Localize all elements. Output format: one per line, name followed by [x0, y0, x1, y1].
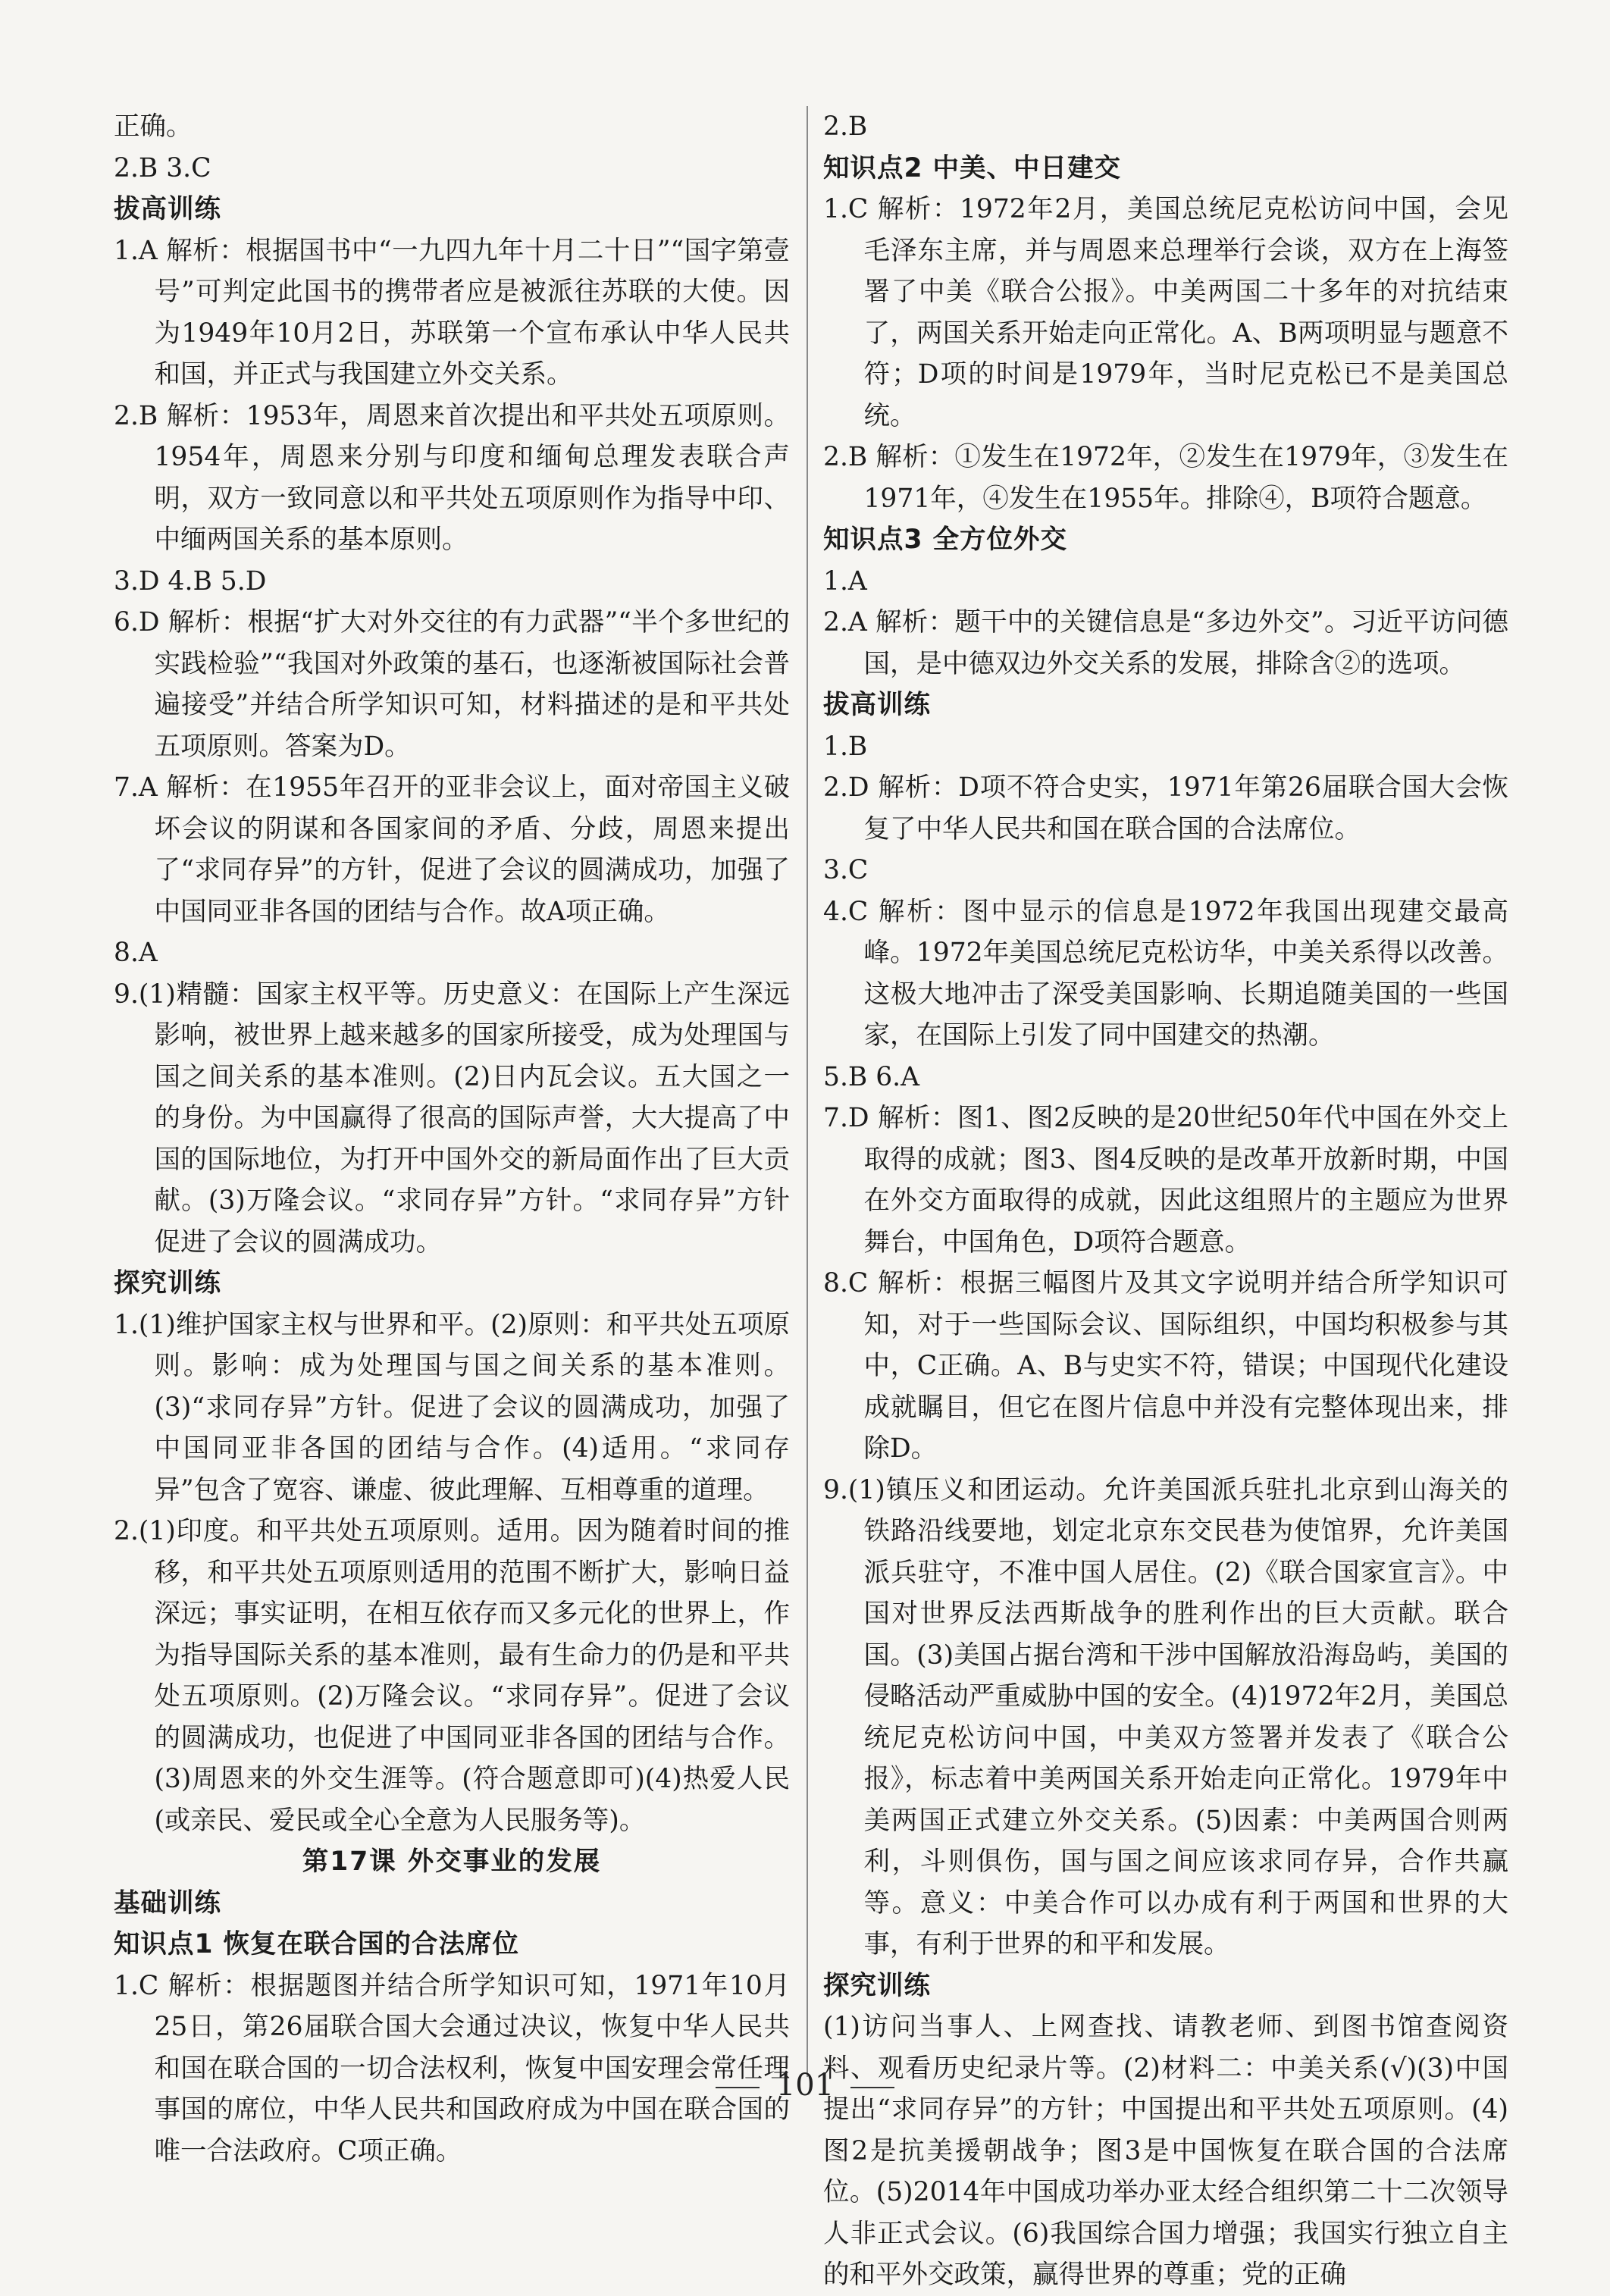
answer-item: 1.C 解析：根据题图并结合所学知识可知，1971年10月25日，第26届联合国大会通过决议，恢复中华人民共和国在联合国的一切合法权利，恢复中国安理会常任理事国的席位，中华人民共和国政府成为中国在联合国的唯一合法政府。C项正确。 [114, 1970, 790, 2166]
answer-item: 7.A 解析：在1955年召开的亚非会议上，面对帝国主义破坏会议的阴谋和各国家间的矛盾、分歧，周恩来提出了“求同存异”的方针，促进了会议的圆满成功，加强了中国同亚非各国的团结与合作。故A项正确。 [114, 772, 790, 927]
answer-item: 4.C 解析：图中显示的信息是1972年我国出现建交最高峰。1972年美国总统尼克松访华，中美关系得以改善。这极大地冲击了深受美国影响、长期追随美国的一些国家，在国际上引发了同中国建交的热潮。 [823, 896, 1508, 1051]
answer-item: 1.A 解析：根据国书中“一九四九年十月二十日”“国字第壹号”可判定此国书的携带者应是被派往苏联的大使。因为1949年10月2日，苏联第一个宣布承认中华人民共和国，并正式与我国建立外交关系。 [114, 235, 790, 390]
section-heading: 探究训练 [114, 1268, 221, 1298]
answer-item: 2.B 解析：①发生在1972年，②发生在1979年，③发生在1971年，④发生在1955年。排除④，B项符合题意。 [823, 442, 1508, 514]
text-paragraph: (1)访问当事人、上网查找、请教老师、到图书馆查阅资料、观看历史纪录片等。(2)材料二：中美关系(√)(3)中国提出“求同存异”的方针；中国提出和平共处五项原则。(4)图2是抗美援朝战争；图3是中国恢复在联合国的合法席位。(5)2014年中国成功举办亚太经合组织第二十二次领导人非正式会议。(6)我国综合国力增强；我国实行独立自主的和平外交政策，赢得世界的尊重；党的正确 [823, 2012, 1508, 2290]
footer-dash-left [716, 2087, 760, 2088]
left-column [114, 106, 790, 2172]
answer-item: 2.B 3.C [114, 152, 211, 183]
page-footer [0, 2068, 1610, 2103]
answer-item: 9.(1)精髓：国家主权平等。历史意义：在国际上产生深远影响，被世界上越来越多的国家所接受，成为处理国与国之间关系的基本准则。(2)日内瓦会议。五大国之一的身份。为中国赢得了很高的国际声誉，大大提高了中国的国际地位，为打开中国外交的新局面作出了巨大贡献。(3)万隆会议。“求同存异”方针。“求同存异”方针促进了会议的圆满成功。 [114, 979, 790, 1258]
right-column [823, 106, 1508, 2296]
answer-item: 2.(1)印度。和平共处五项原则。适用。因为随着时间的推移，和平共处五项原则适用的范围不断扩大，影响日益深远；事实证明，在相互依存而又多元化的世界上，作为指导国际关系的基本准则，最有生命力的仍是和平共处五项原则。(2)万隆会议。“求同存异”。促进了会议的圆满成功，也促进了中国同亚非各国的团结与合作。(3)周恩来的外交生涯等。(符合题意即可)(4)热爱人民(或亲民、爱民或全心全意为人民服务等)。 [114, 1516, 790, 1836]
answer-item: 2.B [823, 111, 868, 142]
answer-item: 6.D 解析：根据“扩大对外交往的有力武器”“半个多世纪的实践检验”“我国对外政策的基石，也逐渐被国际社会普遍接受”并结合所学知识可知，材料描述的是和平共处五项原则。答案为D。 [114, 607, 790, 762]
answer-item: 1.C 解析：1972年2月，美国总统尼克松访问中国，会见毛泽东主席，并与周恩来总理举行会谈，双方在上海签署了中美《联合公报》。中美两国二十多年的对抗结束了，两国关系开始走向正常化。A、B两项明显与题意不符；D项的时间是1979年，当时尼克松已不是美国总统。 [823, 194, 1508, 431]
answer-item: 2.D 解析：D项不符合史实，1971年第26届联合国大会恢复了中华人民共和国在联合国的合法席位。 [823, 772, 1508, 844]
answer-item: 9.(1)镇压义和团运动。允许美国派兵驻扎北京到山海关的铁路沿线要地，划定北京东交民巷为使馆界，允许美国派兵驻守，不准中国人居住。(2)《联合国家宣言》。中国对世界反法西斯战争的胜利作出的巨大贡献。联合国。(3)美国占据台湾和干涉中国解放沿海岛屿，美国的侵略活动严重威胁中国的安全。(4)1972年2月，美国总统尼克松访问中国，中美双方签署并发表了《联合公报》，标志着中美两国关系开始走向正常化。1979年中美两国正式建立外交关系。(5)因素：中美两国合则两利，斗则俱伤，国与国之间应该求同存异，合作共赢等。意义：中美合作可以办成有利于两国和世界的大事，有利于世界的和平和发展。 [823, 1474, 1508, 1959]
column-divider [807, 106, 808, 2077]
section-heading: 探究训练 [823, 1970, 931, 2001]
lesson-title: 第17课 外交事业的发展 [302, 1847, 602, 1877]
section-heading: 知识点2 中美、中日建交 [823, 152, 1122, 183]
section-heading: 拔高训练 [823, 690, 931, 720]
answer-item: 8.C 解析：根据三幅图片及其文字说明并结合所学知识可知，对于一些国际会议、国际组织，中国均积极参与其中，C正确。A、B与史实不符，错误；中国现代化建设成就瞩目，但它在图片信息中并没有完整体现出来，排除D。 [823, 1268, 1508, 1464]
answer-item: 1.A [823, 565, 867, 597]
answer-item: 5.B 6.A [823, 1061, 920, 1092]
answer-item: 8.A [114, 938, 158, 968]
answer-item: 2.A 解析：题干中的关键信息是“多边外交”。习近平访问德国，是中德双边外交关系的发展，排除含②的选项。 [823, 607, 1508, 679]
section-heading: 基础训练 [114, 1887, 221, 1919]
answer-item: 1.B [823, 731, 868, 762]
footer-dash-right [850, 2087, 894, 2088]
text-paragraph: 正确。 [114, 111, 193, 142]
answer-item: 3.C [823, 855, 869, 885]
answer-item: 3.D 4.B 5.D [114, 565, 267, 597]
section-heading: 拔高训练 [114, 194, 221, 224]
page-number: 101 [775, 2068, 835, 2103]
answer-item: 7.D 解析：图1、图2反映的是20世纪50年代中国在外交上取得的成就；图3、图4反映的是改革开放新时期，中国在外交方面取得的成就，因此这组照片的主题应为世界舞台，中国角色，D项符合题意。 [823, 1103, 1508, 1258]
section-heading: 知识点3 全方位外交 [823, 525, 1068, 555]
answer-item: 1.(1)维护国家主权与世界和平。(2)原则：和平共处五项原则。影响：成为处理国与国之间关系的基本准则。(3)“求同存异”方针。促进了会议的圆满成功，加强了中国同亚非各国的团结与合作。(4)适用。“求同存异”包含了宽容、谦虚、彼此理解、互相尊重的道理。 [114, 1309, 790, 1505]
section-heading: 知识点1 恢复在联合国的合法席位 [114, 1929, 520, 1959]
answer-item: 2.B 解析：1953年，周恩来首次提出和平共处五项原则。1954年，周恩来分别与印度和缅甸总理发表联合声明，双方一致同意以和平共处五项原则作为指导中印、中缅两国关系的基本原则。 [114, 400, 790, 555]
